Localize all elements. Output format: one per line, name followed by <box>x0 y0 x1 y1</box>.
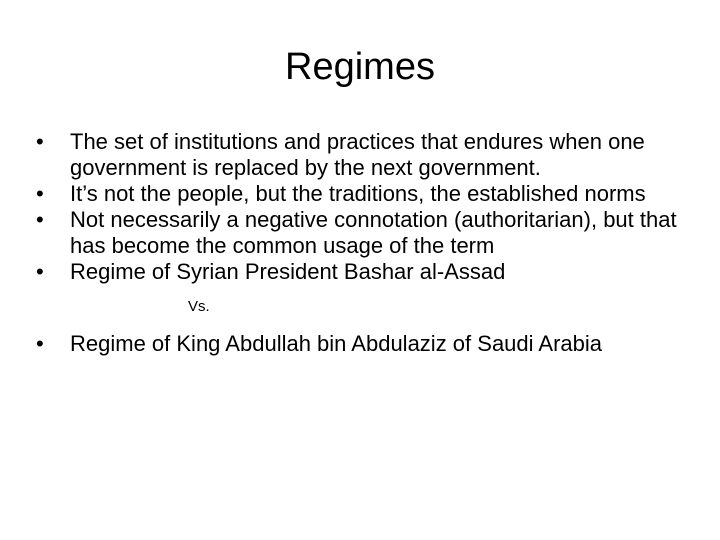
bullet-item <box>36 259 696 285</box>
bullet-list <box>36 129 696 357</box>
bullet-icon: • <box>36 181 44 206</box>
bullet-text: Not necessarily a negative connotation (authoritarian), but that has become the common usage of the term <box>70 207 677 258</box>
bullet-icon: • <box>36 129 44 154</box>
bullet-item <box>36 331 696 357</box>
bullet-text: Regime of Syrian President Bashar al-Assad <box>70 259 506 284</box>
versus-label: Vs. <box>188 298 210 315</box>
bullet-icon: • <box>36 259 44 284</box>
bullet-text: It’s not the people, but the traditions, the established norms <box>70 181 646 206</box>
bullet-text: The set of institutions and practices that endures when one government is replaced by the next government. <box>70 129 645 180</box>
bullet-text: Regime of King Abdullah bin Abdulaziz of Saudi Arabia <box>70 331 603 356</box>
bullet-item <box>36 181 696 207</box>
bullet-icon: • <box>36 207 44 232</box>
slide-title: Regimes <box>285 46 435 88</box>
bullet-item <box>36 129 696 181</box>
bullet-item <box>36 207 696 259</box>
bullet-icon: • <box>36 331 44 356</box>
